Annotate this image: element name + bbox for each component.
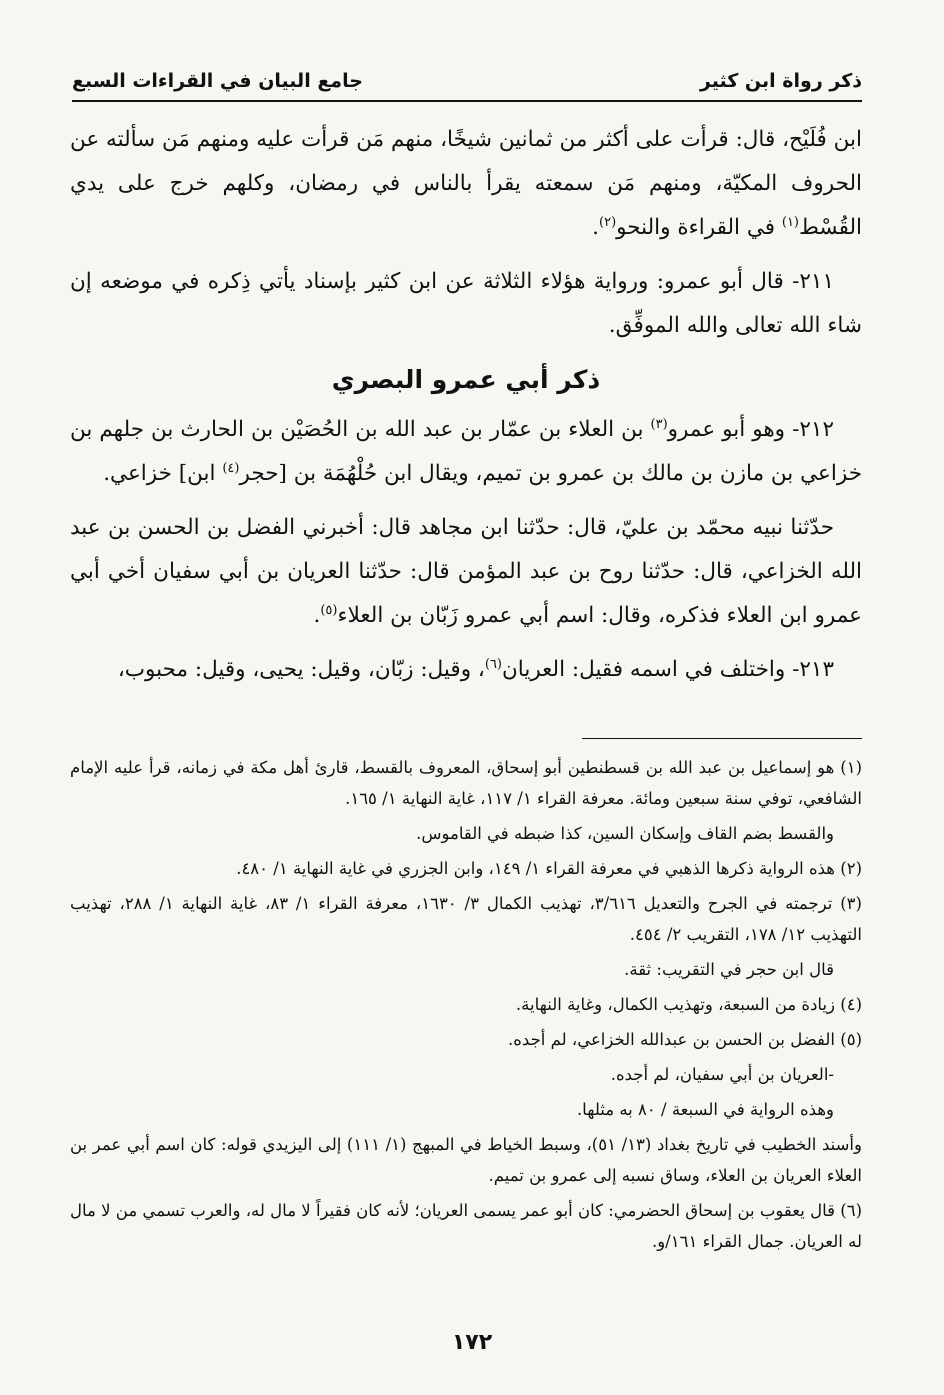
footnote-5: (٥) الفضل بن الحسن بن عبدالله الخزاعي، لم أجده. <box>508 1030 862 1049</box>
footnote-3-note: قال ابن حجر في التقريب: ثقة. <box>624 960 834 979</box>
page-number: ١٧٢ <box>451 1330 493 1355</box>
paragraph-211: ٢١١- قال أبو عمرو: ورواية هؤلاء الثلاثة عن ابن كثير بإسناد يأتي ذِكره في موضعه إن شاء الله تعالى والله الموفِّق. <box>70 269 862 338</box>
footnote-4: (٤) زيادة من السبعة، وتهذيب الكمال، وغاية النهاية. <box>515 995 862 1014</box>
footnote-ref-5: (٥) <box>320 602 338 618</box>
footnote-ref-6: (٦) <box>484 656 502 672</box>
footnote-ref-3: (٣) <box>650 416 668 432</box>
footnote-5-note-a: -العريان بن أبي سفيان، لم أجده. <box>610 1065 834 1084</box>
chapter-title: ذكر رواة ابن كثير <box>699 70 862 92</box>
paragraph-1: ابن فُلَيْح، قال: قرأت على أكثر من ثمانين شيخًا، منهم مَن قرأت عليه ومنهم مَن سألته عن الحروف المكيّة، ومنهم مَن سمعته يقرأ بالناس في رمضان، وكلهم خرج على يدي القُسْط$^{(١)}$ في القراءة والنحو$^{(٢)}$. <box>70 127 862 240</box>
footnote-divider <box>582 738 862 739</box>
paragraph-isnad: حدّثنا نبيه محمّد بن عليّ، قال: حدّثنا ابن مجاهد قال: أخبرني الفضل بن الحسن بن عبد الله الخزاعي، قال: حدّثنا روح بن عبد المؤمن قال: حدّثنا العريان بن أبي سفيان أخي أبي عمرو ابن العلاء فذكره، وقال: اسم أبي عمرو زَبّان بن العلاء$^{(٥)}$. <box>70 515 862 628</box>
section-heading: ذكر أبي عمرو البصري <box>331 365 601 394</box>
paragraph-213: ٢١٣- واختلف في اسمه فقيل: العريان$^{(٦)}$، وقيل: زبّان، وقيل: يحيى، وقيل: محبوب، <box>117 656 834 682</box>
footnotes <box>70 752 862 1261</box>
footnote-3: (٣) ترجمته في الجرح والتعديل ٣/٦١٦، تهذيب الكمال ٣/ ١٦٣٠، معرفة القراء ١/ ٨٣، غاية النهاية ١/ ٢٨٨، تهذيب التهذيب ١٢/ ١٧٨، التقريب ٢/ ٤٥٤. <box>70 894 862 944</box>
footnote-5-note-b: وهذه الرواية في السبعة / ٨٠ به مثلها. <box>576 1100 834 1119</box>
footnote-2: (٢) هذه الرواية ذكرها الذهبي في معرفة القراء ١/ ١٤٩، وابن الجزري في غاية النهاية ١/ ٤٨٠. <box>236 859 862 878</box>
footnote-ref-1: (١) <box>781 214 799 230</box>
footnote-ref-4: (٤) <box>222 460 240 476</box>
footnote-5-note-c: وأسند الخطيب في تاريخ بغداد (١٣/ ٥١)، وسبط الخياط في المبهج (١/ ١١١) إلى اليزيدي قوله: كان اسم أبي عمر بن العلاء العريان بن العلاء، وساق نسبه إلى عمرو بن تميم. <box>70 1135 862 1185</box>
running-header <box>72 66 862 102</box>
book-title: جامع البيان في القراءات السبع <box>72 70 363 92</box>
main-text <box>70 118 862 702</box>
footnote-1-note: والقسط بضم القاف وإسكان السين، كذا ضبطه في القاموس. <box>416 824 834 843</box>
footnote-6: (٦) قال يعقوب بن إسحاق الحضرمي: كان أبو عمر يسمى العريان؛ لأنه كان فقيراً لا مال له، والعرب تسمي من لا مال له العريان. جمال القراء ١٦١/و. <box>70 1201 862 1251</box>
footnote-1: (١) هو إسماعيل بن عبد الله بن قسطنطين أبو إسحاق، المعروف بالقسط، قارئ أهل مكة في زمانه، قرأ عليه الإمام الشافعي، توفي سنة سبعين ومائة. معرفة القراء ١/ ١١٧، غاية النهاية ١/ ١٦٥. <box>70 758 862 808</box>
paragraph-212: ٢١٢- وهو أبو عمرو$^{(٣)}$ بن العلاء بن عمّار بن عبد الله بن الحُصَيْن بن الحارث بن جلهم بن خزاعي بن مازن بن مالك بن عمرو بن تميم، ويقال ابن حُلْهُمَة بن [حجر$^{(٤)}$ ابن] خزاعي. <box>70 416 862 486</box>
footnote-ref-2: (٢) <box>599 214 617 230</box>
